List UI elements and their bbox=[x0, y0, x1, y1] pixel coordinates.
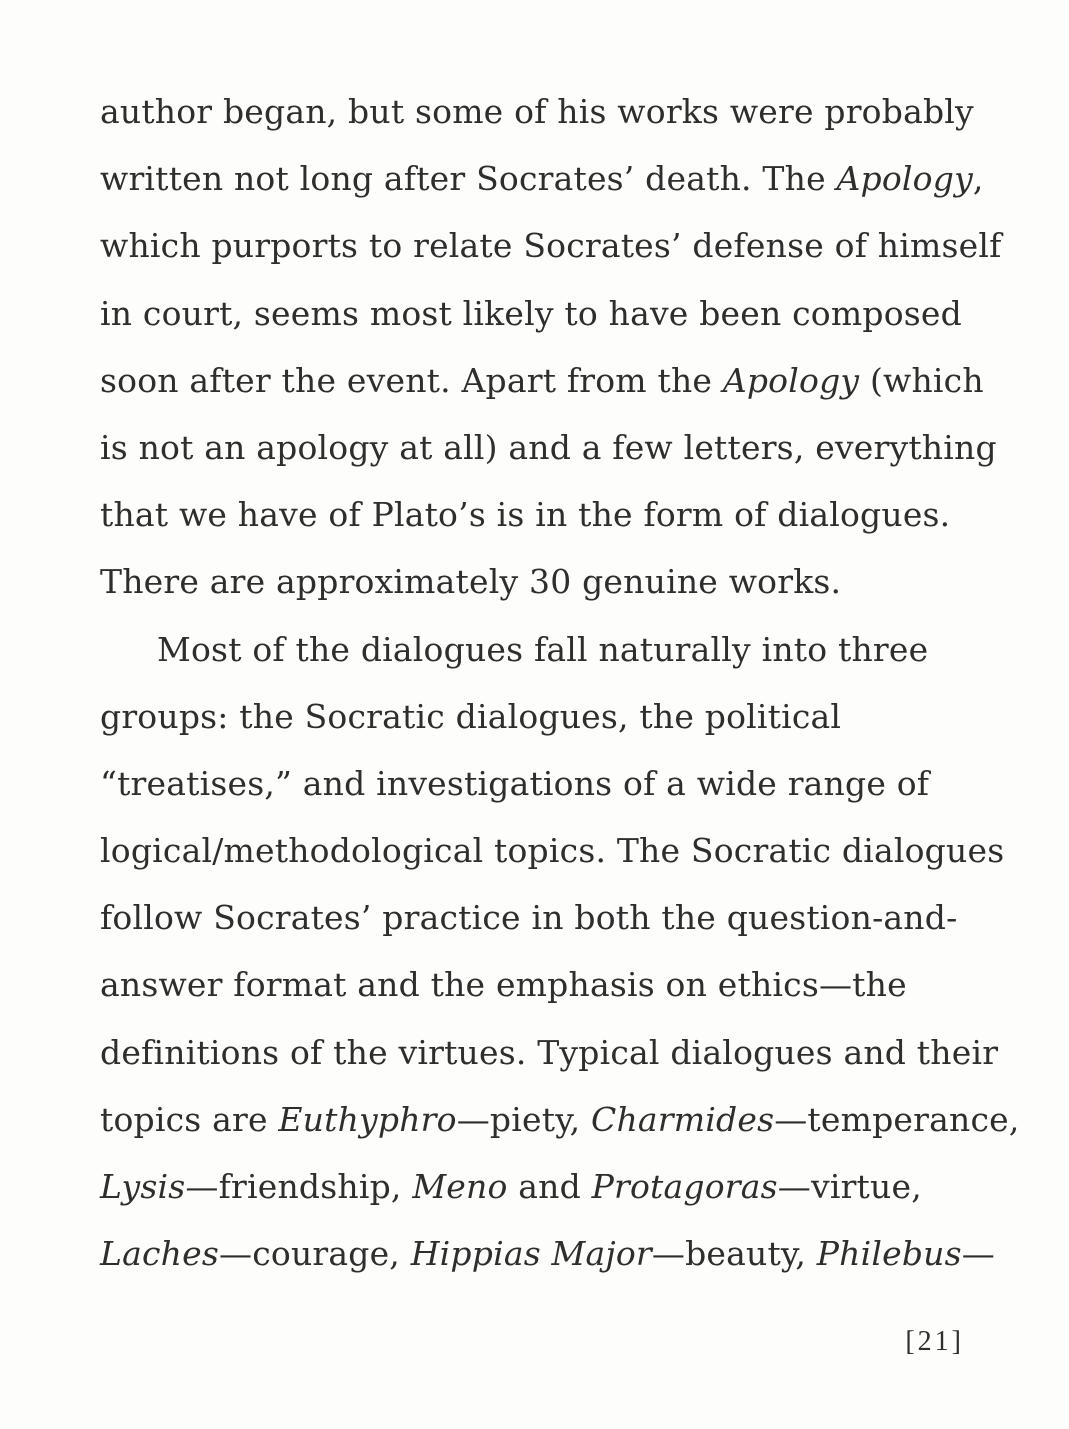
text-line bbox=[100, 1153, 980, 1220]
italic-title: Laches bbox=[100, 1234, 219, 1274]
text-segment: There are approximately 30 genuine works. bbox=[100, 562, 842, 602]
italic-title: Philebus bbox=[816, 1234, 962, 1274]
page-number: [21] bbox=[905, 1326, 964, 1357]
text-segment: (which bbox=[859, 360, 984, 400]
text-segment: in court, seems most likely to have been composed bbox=[100, 293, 962, 333]
text-line bbox=[100, 1220, 995, 1287]
italic-title: Apology bbox=[836, 159, 973, 199]
text-line bbox=[100, 951, 980, 1018]
text-segment: , bbox=[972, 159, 984, 199]
text-line bbox=[100, 750, 980, 817]
text-segment: logical/methodological topics. The Socratic dialogues bbox=[100, 831, 1005, 871]
text-line bbox=[100, 1086, 1020, 1153]
text-segment: is not an apology at all) and a few letters, everything bbox=[100, 427, 997, 467]
text-segment: — bbox=[961, 1234, 995, 1274]
text-segment: and bbox=[507, 1167, 592, 1206]
body-text bbox=[100, 78, 1020, 1287]
text-segment: —virtue, bbox=[777, 1167, 922, 1206]
italic-title: Meno bbox=[412, 1167, 508, 1206]
italic-title: Lysis bbox=[100, 1167, 186, 1206]
text-segment: —temperance, bbox=[774, 1099, 1020, 1139]
text-line bbox=[100, 616, 980, 683]
text-segment: that we have of Plato’s is in the form of dialogues. bbox=[100, 495, 951, 535]
text-line bbox=[100, 1019, 999, 1086]
text-segment: soon after the event. Apart from the bbox=[100, 360, 723, 400]
text-line bbox=[100, 817, 1005, 884]
text-segment: groups: the Socratic dialogues, the political bbox=[100, 696, 842, 736]
text-segment: author began, but some of his works were probably bbox=[100, 92, 974, 131]
italic-title: Euthyphro bbox=[278, 1099, 457, 1139]
text-line bbox=[100, 280, 980, 347]
text-segment: “treatises,” and investigations of a wide range of bbox=[100, 763, 930, 803]
text-segment: answer format and the emphasis on ethics—the bbox=[100, 965, 907, 1005]
text-line bbox=[100, 414, 997, 481]
text-line bbox=[100, 212, 1002, 279]
text-segment: written not long after Socrates’ death. The bbox=[100, 159, 837, 199]
text-segment: —beauty, bbox=[651, 1234, 817, 1274]
text-segment: —piety, bbox=[456, 1099, 592, 1139]
text-segment: definitions of the virtues. Typical dialogues and their bbox=[100, 1032, 999, 1072]
text-segment: follow Socrates’ practice in both the question-and- bbox=[100, 898, 958, 938]
text-segment: —friendship, bbox=[185, 1167, 413, 1206]
text-segment: which purports to relate Socrates’ defense of himself bbox=[100, 226, 1002, 266]
italic-title: Charmides bbox=[591, 1099, 775, 1139]
text-line bbox=[100, 347, 984, 414]
text-line bbox=[100, 683, 980, 750]
italic-title: Protagoras bbox=[591, 1167, 778, 1206]
italic-title: Hippias Major bbox=[410, 1234, 652, 1274]
text-segment: topics are bbox=[100, 1099, 279, 1139]
text-line bbox=[100, 548, 980, 615]
text-segment: Most of the dialogues fall naturally into three bbox=[157, 629, 929, 669]
text-line bbox=[100, 884, 980, 951]
text-line bbox=[100, 78, 980, 145]
italic-title: Apology bbox=[722, 360, 860, 400]
text-line bbox=[100, 145, 984, 212]
text-segment: —courage, bbox=[219, 1234, 411, 1274]
text-line bbox=[100, 481, 980, 548]
